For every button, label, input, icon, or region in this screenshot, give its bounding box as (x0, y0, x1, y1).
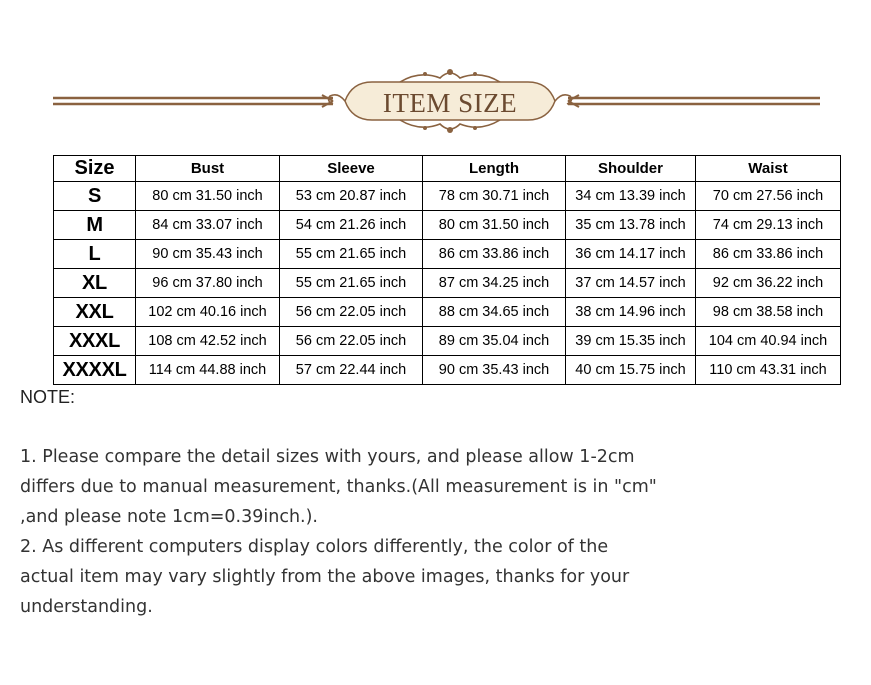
waist-cell: 98 cm 38.58 inch (696, 298, 841, 327)
sleeve-cell: 55 cm 21.65 inch (280, 240, 423, 269)
waist-cell: 70 cm 27.56 inch (696, 182, 841, 211)
column-header-length: Length (423, 156, 566, 182)
size-label: XXL (54, 298, 136, 327)
length-cell: 80 cm 31.50 inch (423, 211, 566, 240)
sleeve-cell: 55 cm 21.65 inch (280, 269, 423, 298)
shoulder-cell: 37 cm 14.57 inch (566, 269, 696, 298)
note-line: actual item may vary slightly from the above images, thanks for your (20, 567, 630, 587)
item-size-banner (0, 60, 871, 150)
shoulder-cell: 38 cm 14.96 inch (566, 298, 696, 327)
bust-cell: 90 cm 35.43 inch (136, 240, 280, 269)
note-line: ,and please note 1cm=0.39inch.). (20, 507, 318, 527)
sleeve-cell: 56 cm 22.05 inch (280, 298, 423, 327)
bust-cell: 114 cm 44.88 inch (136, 356, 280, 385)
bust-cell: 80 cm 31.50 inch (136, 182, 280, 211)
shoulder-cell: 39 cm 15.35 inch (566, 327, 696, 356)
table-row (54, 327, 841, 356)
column-header-waist: Waist (696, 156, 841, 182)
column-header-sleeve: Sleeve (280, 156, 423, 182)
note-line: understanding. (20, 597, 153, 617)
column-header-size: Size (54, 156, 136, 182)
waist-cell: 104 cm 40.94 inch (696, 327, 841, 356)
column-header-shoulder: Shoulder (566, 156, 696, 182)
waist-cell: 74 cm 29.13 inch (696, 211, 841, 240)
size-label: XXXXL (54, 356, 136, 385)
sleeve-cell: 54 cm 21.26 inch (280, 211, 423, 240)
note-line: differs due to manual measurement, thanks.(All measurement is in "cm" (20, 477, 657, 497)
table-row (54, 356, 841, 385)
shoulder-cell: 35 cm 13.78 inch (566, 211, 696, 240)
size-label: XL (54, 269, 136, 298)
size-chart-table (53, 155, 841, 385)
table-row (54, 269, 841, 298)
length-cell: 87 cm 34.25 inch (423, 269, 566, 298)
sleeve-cell: 57 cm 22.44 inch (280, 356, 423, 385)
notes-section (20, 442, 720, 622)
bust-cell: 84 cm 33.07 inch (136, 211, 280, 240)
banner-title: ITEM SIZE (382, 88, 518, 118)
table-row (54, 182, 841, 211)
length-cell: 90 cm 35.43 inch (423, 356, 566, 385)
column-header-bust: Bust (136, 156, 280, 182)
note-line: 2. As different computers display colors differently, the color of the (20, 537, 609, 557)
size-label: L (54, 240, 136, 269)
sleeve-cell: 53 cm 20.87 inch (280, 182, 423, 211)
bust-cell: 96 cm 37.80 inch (136, 269, 280, 298)
note-line: 1. Please compare the detail sizes with yours, and please allow 1-2cm (20, 447, 635, 467)
size-label: M (54, 211, 136, 240)
table-row (54, 240, 841, 269)
length-cell: 86 cm 33.86 inch (423, 240, 566, 269)
size-label: S (54, 182, 136, 211)
table-header-row (54, 156, 841, 182)
sleeve-cell: 56 cm 22.05 inch (280, 327, 423, 356)
length-cell: 88 cm 34.65 inch (423, 298, 566, 327)
waist-cell: 86 cm 33.86 inch (696, 240, 841, 269)
bust-cell: 102 cm 40.16 inch (136, 298, 280, 327)
shoulder-cell: 36 cm 14.17 inch (566, 240, 696, 269)
length-cell: 78 cm 30.71 inch (423, 182, 566, 211)
size-label: XXXL (54, 327, 136, 356)
bust-cell: 108 cm 42.52 inch (136, 327, 280, 356)
table-row (54, 298, 841, 327)
note-label: NOTE: (20, 387, 76, 407)
shoulder-cell: 40 cm 15.75 inch (566, 356, 696, 385)
waist-cell: 110 cm 43.31 inch (696, 356, 841, 385)
waist-cell: 92 cm 36.22 inch (696, 269, 841, 298)
shoulder-cell: 34 cm 13.39 inch (566, 182, 696, 211)
table-row (54, 211, 841, 240)
length-cell: 89 cm 35.04 inch (423, 327, 566, 356)
